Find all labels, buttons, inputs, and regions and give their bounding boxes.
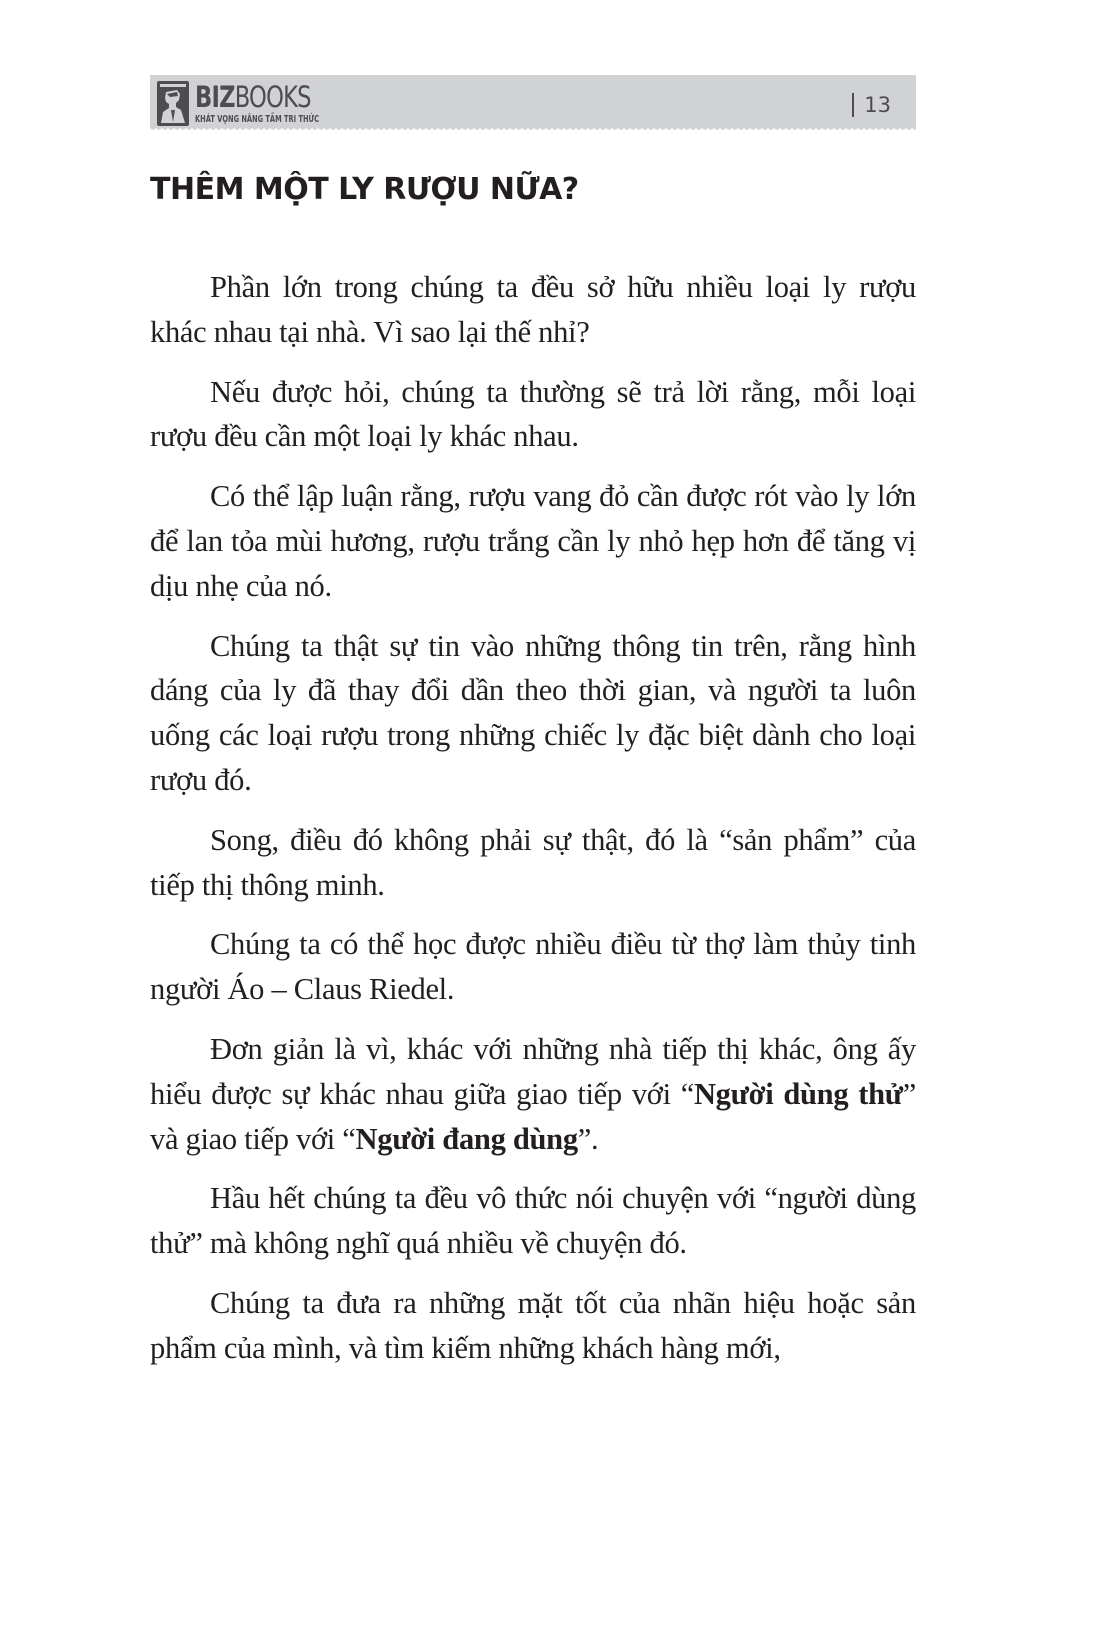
emphasis-trial-user: Người dùng thử: [693, 1076, 903, 1111]
brand-name-light: BOOKS: [234, 80, 311, 114]
paragraph: Chúng ta thật sự tin vào những thông tin trên, rằng hình dáng của ly đã thay đổi dần theo thời gian, và người ta luôn uống các loại rượu trong những chiếc ly đặc biệt dành cho loại rượu đó.: [150, 628, 916, 797]
page-number: [852, 93, 891, 117]
paragraph-text: ”.: [577, 1121, 599, 1156]
brand-name-bold: BIZ: [195, 80, 235, 114]
paragraph: Phần lớn trong chúng ta đều sở hữu nhiều loại ly rượu khác nhau tại nhà. Vì sao lại thế nhỉ?: [150, 270, 916, 349]
paragraph: Chúng ta có thể học được nhiều điều từ thợ làm thủy tinh người Áo – Claus Riedel.: [150, 927, 916, 1007]
paragraph: Hầu hết chúng ta đều vô thức nói chuyện với “người dùng thử” mà không nghĩ quá nhiều về chuyện đó.: [150, 1181, 916, 1261]
brand-name: [195, 82, 333, 112]
chapter-title: THÊM MỘT LY RƯỢU NỮA?: [150, 172, 579, 207]
publisher-logo: [157, 81, 372, 126]
paragraph: Nếu được hỏi, chúng ta thường sẽ trả lời rằng, mỗi loại rượu đều cần một loại ly khác nhau.: [150, 374, 916, 454]
page-number-value: 13: [864, 93, 891, 117]
paragraph-text: ” và giao tiếp với “: [150, 1076, 916, 1156]
running-header: [150, 75, 916, 128]
body-text: [150, 265, 916, 1386]
paragraph: Chúng ta đưa ra những mặt tốt của nhãn hiệu hoặc sản phẩm của mình, và tìm kiếm những khách hàng mới,: [150, 1285, 916, 1365]
paragraph-text: Đơn giản là vì, khác với những nhà tiếp thị khác, ông ấy hiểu được sự khác nhau giữa giao tiếp với “: [150, 1031, 916, 1111]
paragraph: [150, 1027, 916, 1161]
page-number-divider: [852, 93, 854, 117]
paragraph: Song, điều đó không phải sự thật, đó là “sản phẩm” của tiếp thị thông minh.: [150, 822, 916, 902]
brand-tagline: KHÁT VỌNG NÂNG TẦM TRI THỨC: [195, 114, 319, 125]
paragraph: Có thể lập luận rằng, rượu vang đỏ cần được rót vào ly lớn để lan tỏa mùi hương, rượu trắng cần ly nhỏ hẹp hơn để tăng vị dịu nhẹ của nó.: [150, 479, 916, 603]
book-silhouette-icon: [157, 81, 189, 126]
emphasis-current-user: Người đang dùng: [355, 1121, 578, 1156]
